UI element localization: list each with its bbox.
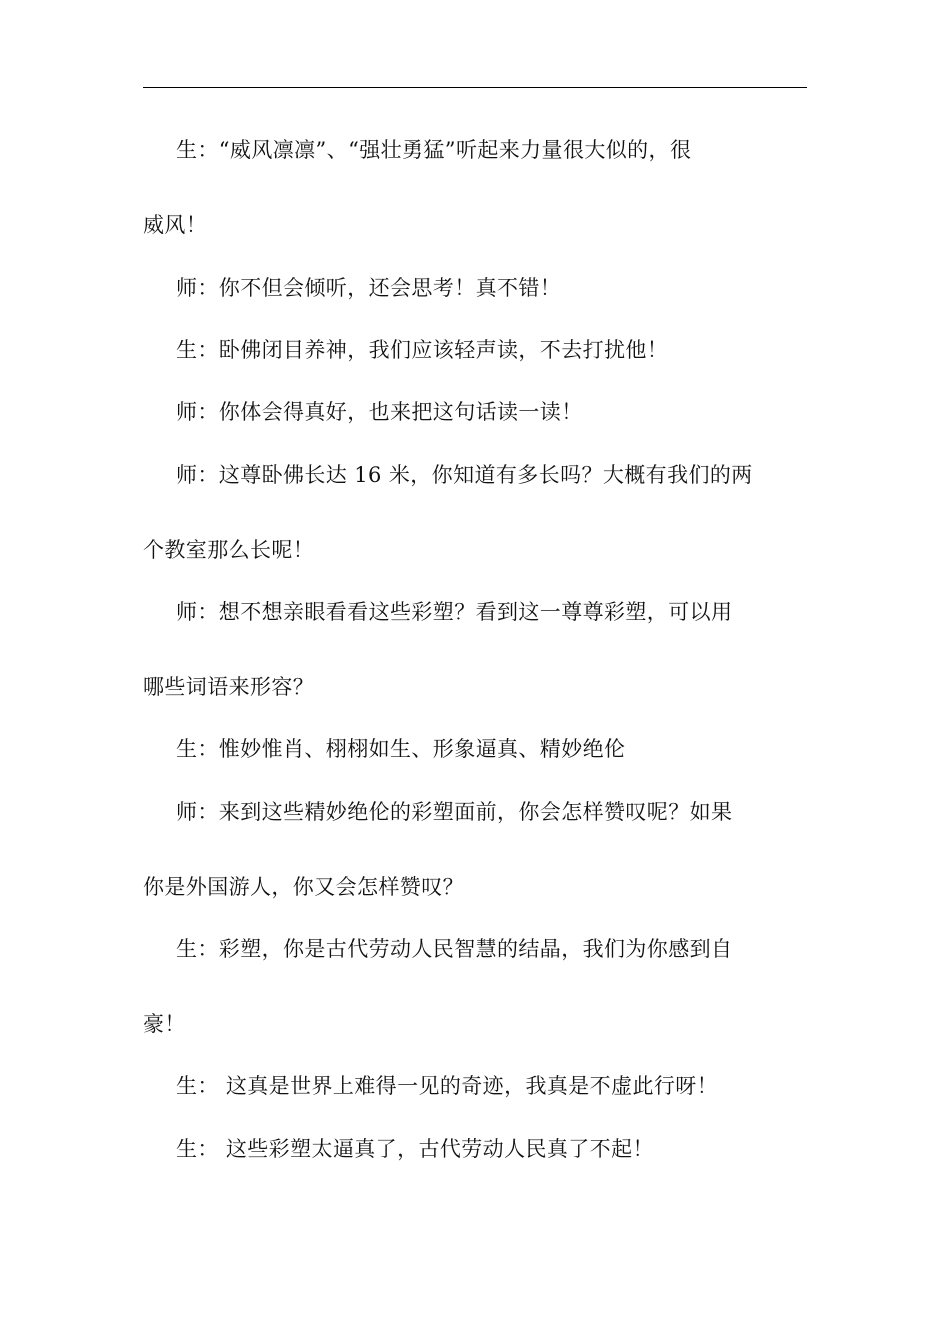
header-rule (143, 87, 807, 88)
paragraph-line: 师：你体会得真好，也来把这句话读一读！ (176, 400, 583, 424)
paragraph-line: 生：“威风凛凛”、“强壮勇猛”听起来力量很大似的，很 (176, 138, 692, 162)
paragraph-line: 威风！ (143, 213, 208, 237)
paragraph-line: 师：这尊卧佛长达 16 米，你知道有多长吗？大概有我们的两 (176, 463, 753, 487)
paragraph-line: 个教室那么长呢！ (143, 538, 315, 562)
paragraph-line: 师：来到这些精妙绝伦的彩塑面前，你会怎样赞叹呢？如果 (176, 800, 733, 824)
paragraph-line: 生：惟妙惟肖、栩栩如生、形象逼真、精妙绝伦 (176, 737, 626, 761)
paragraph-line: 你是外国游人，你又会怎样赞叹？ (143, 875, 464, 899)
paragraph-line: 生：彩塑，你是古代劳动人民智慧的结晶，我们为你感到自 (176, 937, 733, 961)
paragraph-line: 师：想不想亲眼看看这些彩塑？看到这一尊尊彩塑，可以用 (176, 600, 733, 624)
paragraph-line: 生：卧佛闭目养神，我们应该轻声读，不去打扰他！ (176, 338, 669, 362)
paragraph-line: 生： 这些彩塑太逼真了，古代劳动人民真了不起！ (176, 1137, 654, 1161)
paragraph-line: 哪些词语来形容？ (143, 675, 315, 699)
paragraph-line: 豪！ (143, 1012, 186, 1036)
paragraph-line: 生： 这真是世界上难得一见的奇迹，我真是不虚此行呀！ (176, 1074, 719, 1098)
paragraph-line: 师：你不但会倾听，还会思考！真不错！ (176, 276, 562, 300)
